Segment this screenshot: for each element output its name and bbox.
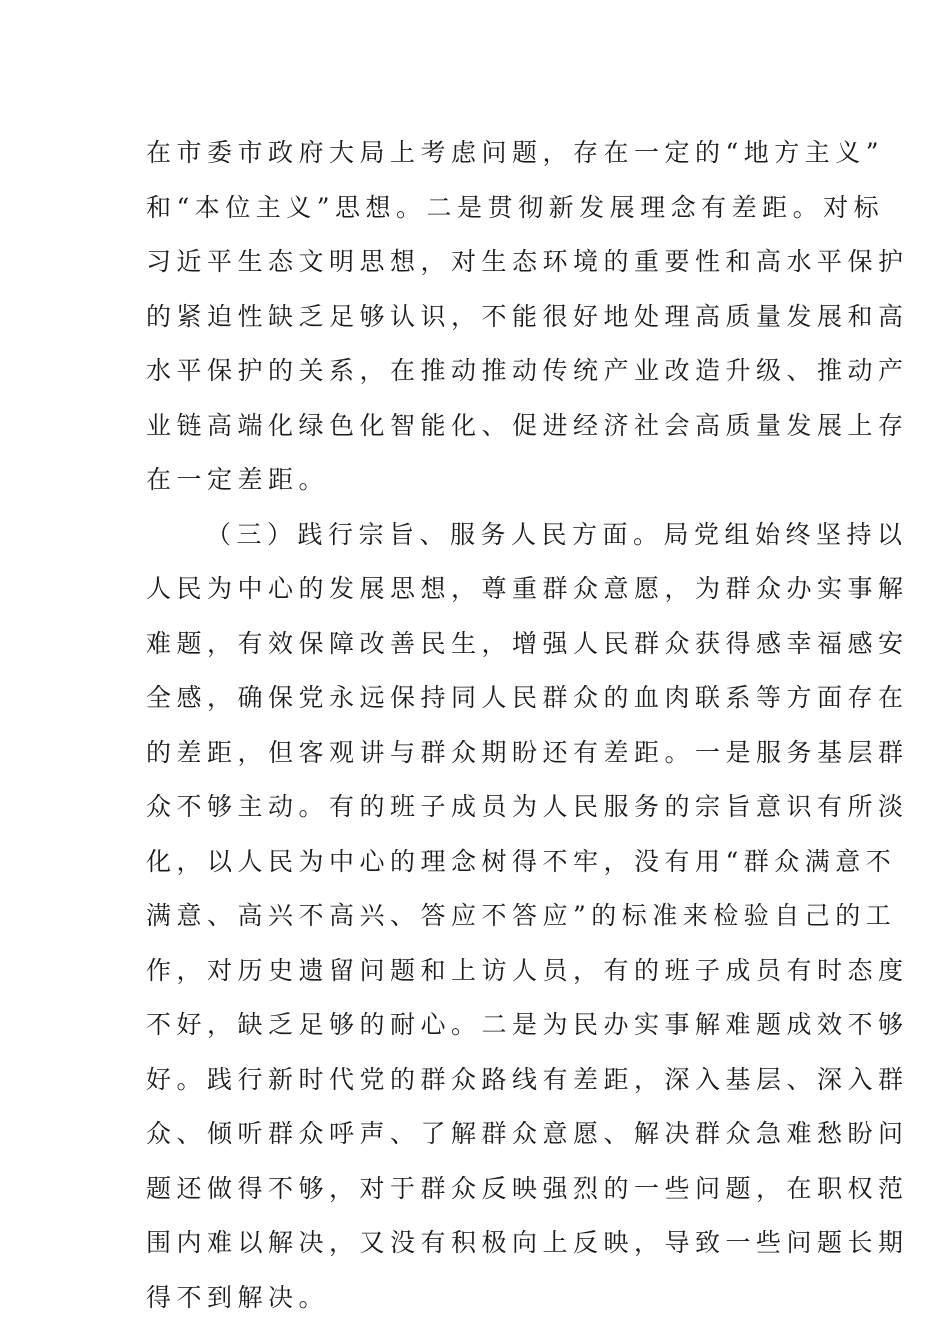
text-line: 题还做得不够，对于群众反映强烈的一些问题，在职权范 [146,1173,909,1203]
text-line: 化，以人民为中心的理念树得不牢，没有用“群众满意不 [146,846,897,876]
text-line: 人民为中心的发展思想，尊重群众意愿，为群众办实事解 [146,574,909,603]
text-line: 在市委市政府大局上考虑问题，存在一定的“地方主义” [146,138,885,167]
text-line: 的紧迫性缺乏足够认识，不能很好地处理高质量发展和高 [146,301,909,331]
text-line: 作，对历史遗留问题和上访人员，有的班子成员有时态度 [146,955,909,985]
text-line: 围内难以解决，又没有积极向上反映，导致一些问题长期 [146,1228,909,1257]
text-line: 不好，缺乏足够的耐心。二是为民办实事解难题成效不够 [146,1010,909,1039]
text-line: 全感，确保党永远保持同人民群众的血肉联系等方面存在 [146,683,909,712]
text-line: 习近平生态文明思想，对生态环境的重要性和高水平保护 [146,247,909,276]
text-line: （三）践行宗旨、服务人民方面。局党组始终坚持以 [206,519,908,549]
paragraph-continuation [146,126,909,508]
paragraph-section-three [146,508,909,1326]
text-line: 的差距，但客观讲与群众期盼还有差距。一是服务基层群 [146,737,909,767]
text-line: 难题，有效保障改善民生，增强人民群众获得感幸福感安 [146,628,909,658]
text-line: 水平保护的关系，在推动推动传统产业改造升级、推动产 [146,356,909,385]
text-line: 业链高端化绿色化智能化、促进经济社会高质量发展上存 [146,410,909,440]
text-line: 满意、高兴不高兴、答应不答应”的标准来检验自己的工 [146,901,897,930]
text-line: 好。践行新时代党的群众路线有差距，深入基层、深入群 [146,1064,909,1094]
text-line: 和“本位主义”思想。二是贯彻新发展理念有差距。对标 [146,192,885,222]
text-line: 在一定差距。 [146,465,330,494]
text-line: 众、倾听群众呼声、了解群众意愿、解决群众急难愁盼问 [146,1119,909,1148]
text-line: 众不够主动。有的班子成员为人民服务的宗旨意识有所淡 [146,792,909,821]
text-line: 得不到解决。 [146,1282,330,1312]
body-text [146,126,909,1325]
